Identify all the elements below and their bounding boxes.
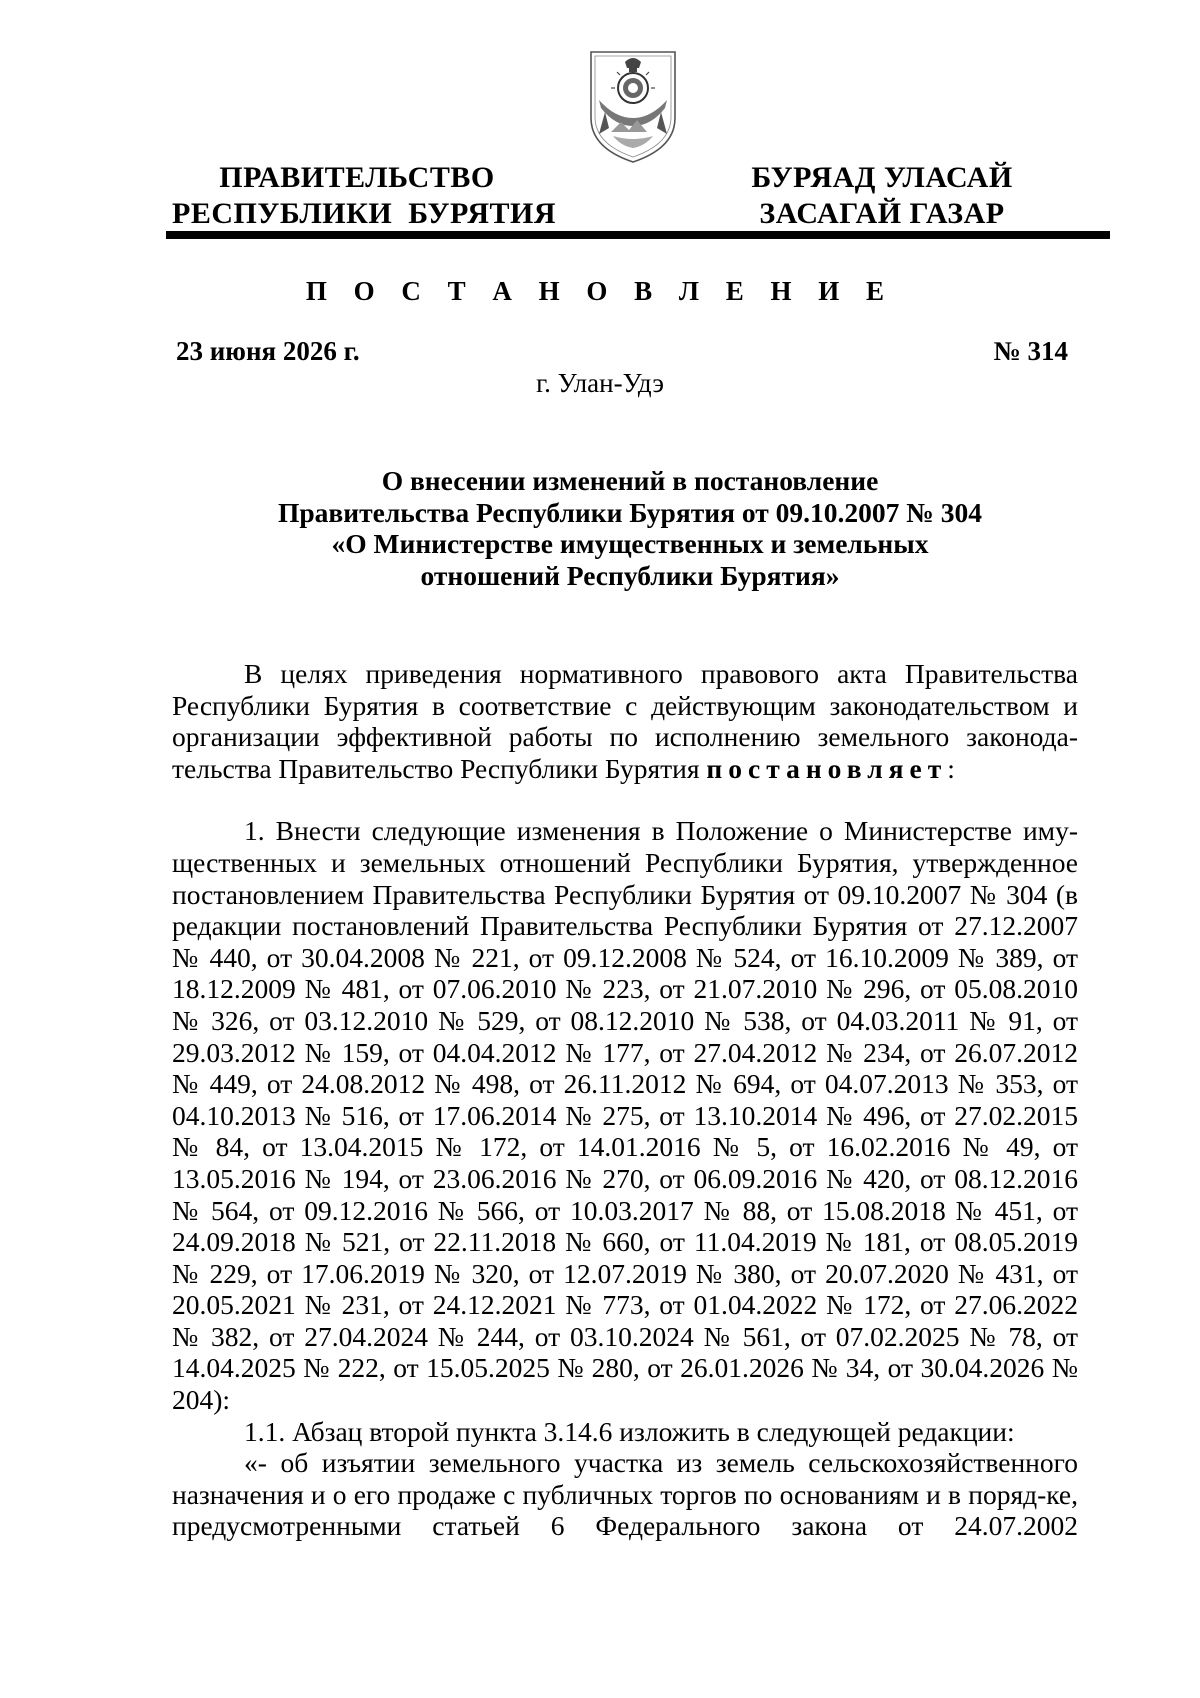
item-1-1-paragraph: 1.1. Абзац второй пункта 3.14.6 изложить в следующей редакции: [244, 1415, 1015, 1447]
header-divider [166, 231, 1110, 239]
organization-name-bua [748, 160, 1016, 232]
document-title-line: Правительства Республики Бурятия от 09.10.2007 № 304 [277, 496, 982, 528]
document-title-line: «О Министерстве имущественных и земельных [331, 528, 929, 559]
organization-name-bua-line-2: ЗАСАГАЙ ГАЗАР [759, 197, 1005, 230]
preamble-text: В целях приведения нормативного правового акта Правительства Республики Бурятия в соответствие с действующим законодательством и организации эффективной работы по исполнению земельного законода-тельства Правительство Республики Бурятия [172, 658, 1078, 784]
decree-word: постановляет [706, 752, 948, 784]
organization-name-ru-line-1: ПРАВИТЕЛЬСТВО [219, 161, 495, 194]
document-body [172, 658, 1078, 1542]
document-date: 23 июня 2026 г. [176, 336, 360, 366]
document-title-line: О внесении изменений в постановление [381, 465, 879, 496]
organization-name-ru [172, 160, 557, 232]
document-city: г. Улан-Удэ [536, 368, 664, 398]
preamble-end: : [947, 752, 955, 784]
organization-name-ru-line-2: РЕСПУБЛИКИ БУРЯТИЯ [172, 197, 557, 230]
quote-paragraph: «- об изъятии земельного участка из земель сельскохозяйственного назначения и о его продаже с публичных торгов по основаниям и в поряд-ке, предусмотренными статьей 6 Федерального закона от 24.07.2002 [172, 1447, 1078, 1542]
coat-of-arms-icon [585, 48, 681, 166]
item-1-paragraph: 1. Внести следующие изменения в Положение о Министерстве иму-щественных и земельных отношений Республики Бурятия, утвержденное постановлением Правительства Республики Бурятия от 09.10.2007 № 304 (в редакции постановлений Правительства Республики Бурятия от 27.12.2007 № 440, от 30.04.2008 № 221, от 09.12.2008 № 524, от 16.10.2009 № 389, от 18.12.2009 № 481, от 07.06.2010 № 223, от 21.07.2010 № 296, от 05.08.2010 № 326, от 03.12.2010 № 529, от 08.12.2010 № 538, от 04.03.2011 № 91, от 29.03.2012 № 159, от 04.04.2012 № 177, от 27.04.2012 № 234, от 26.07.2012 № 449, от 24.08.2012 № 498, от 26.11.2012 № 694, от 04.07.2013 № 353, от 04.10.2013 № 516, от 17.06.2014 № 275, от 13.10.2014 № 496, от 27.02.2015 № 84, от 13.04.2015 № 172, от 14.01.2016 № 5, от 16.02.2016 № 49, от 13.05.2016 № 194, от 23.06.2016 № 270, от 06.09.2016 № 420, от 08.12.2016 № 564, от 09.12.2016 № 566, от 10.03.2017 № 88, от 15.08.2018 № 451, от 24.09.2018 № 521, от 22.11.2018 № 660, от 11.04.2019 № 181, от 08.05.2019 № 229, от 17.06.2019 № 320, от 12.07.2019 № 380, от 20.07.2020 № 431, от 20.05.2021 № 231, от 24.12.2021 № 773, от 01.04.2022 № 172, от 27.06.2022 № 382, от 27.04.2024 № 244, от 03.10.2024 № 561, от 07.02.2025 № 78, от 14.04.2025 № 222, от 15.05.2025 № 280, от 26.01.2026 № 34, от 30.04.2026 № 204): [172, 815, 1078, 1416]
organization-name-bua-line-1: БУРЯАД УЛАСАЙ [751, 161, 1013, 194]
document-type: П О С Т А Н О В Л Е Н И Е [305, 276, 895, 306]
document-title-line: отношений Республики Бурятия» [420, 559, 840, 591]
document-title [170, 465, 1090, 591]
preamble-paragraph [172, 658, 1078, 784]
document-number: № 314 [993, 336, 1068, 366]
